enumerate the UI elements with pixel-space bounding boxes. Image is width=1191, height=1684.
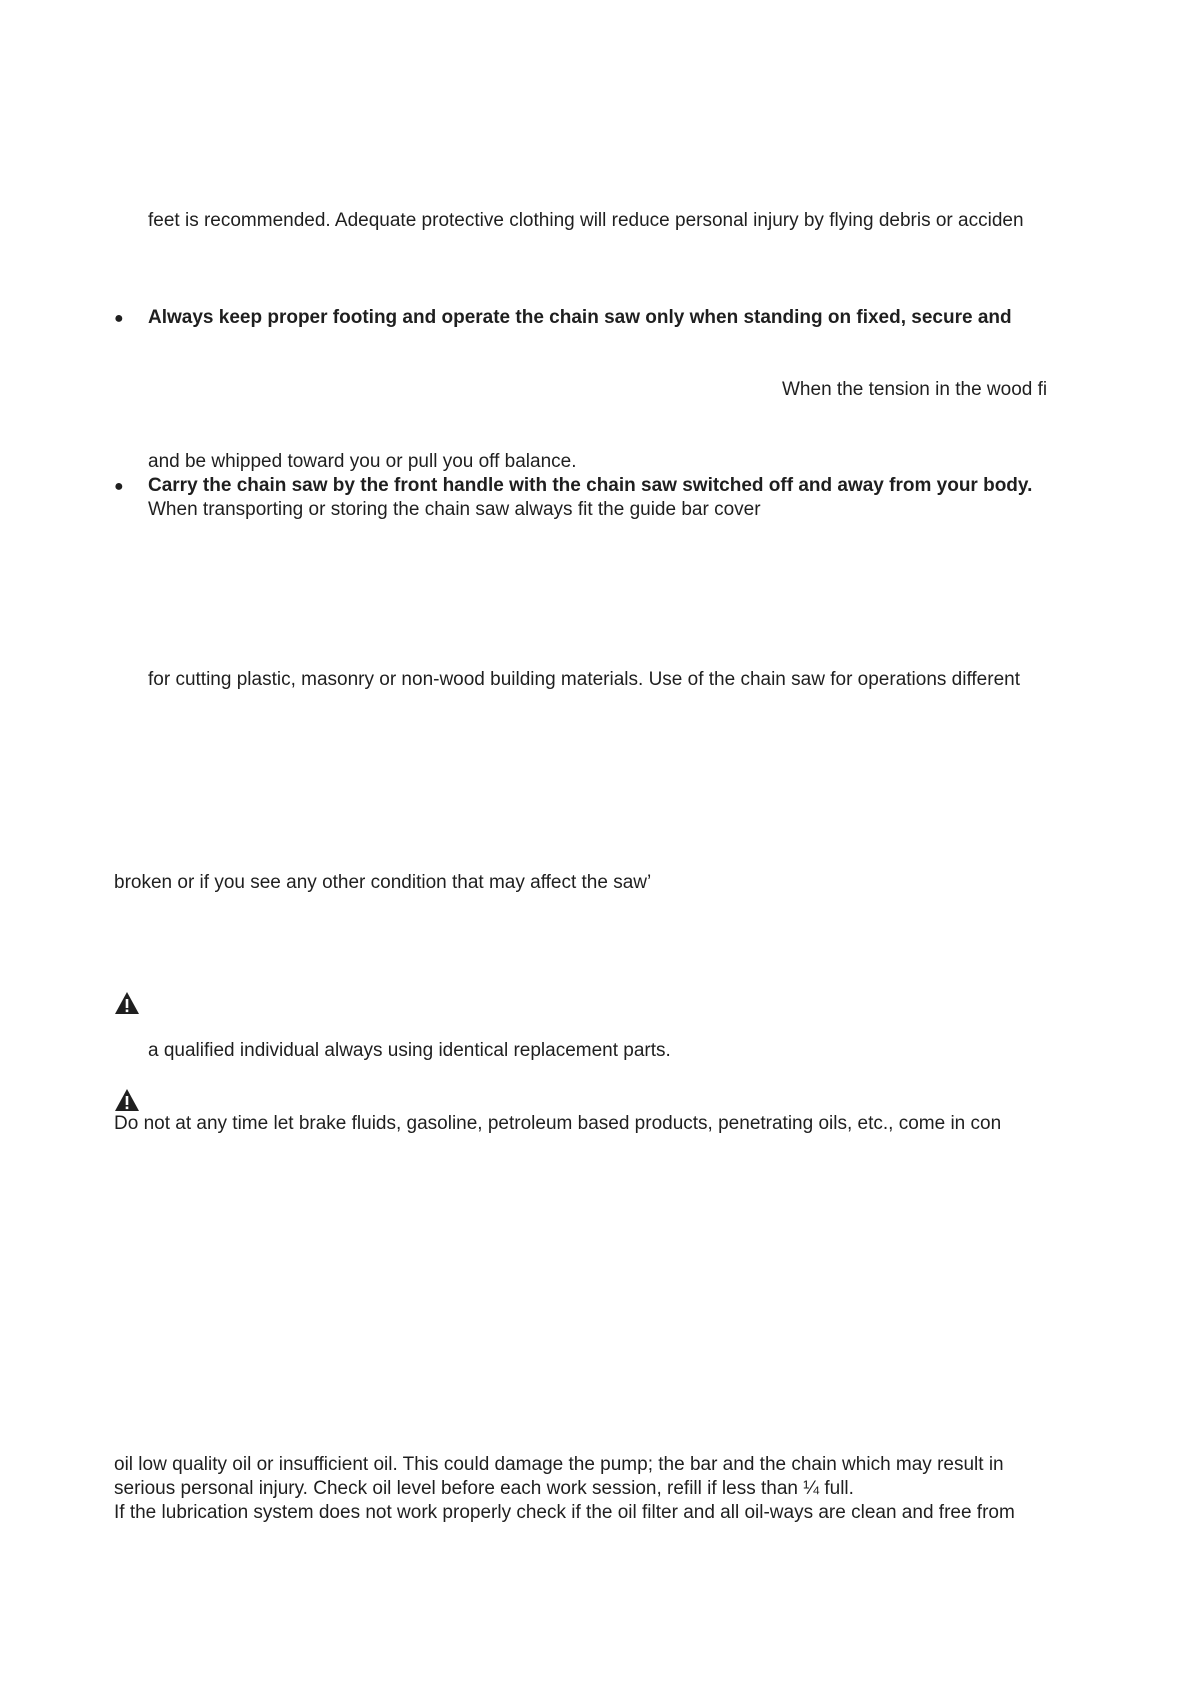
- text-line-low-quality-oil: oil low quality oil or insufficient oil. This could damage the pump; the bar and the chain which may result in: [114, 1454, 1004, 1475]
- text-line-non-wood-materials: for cutting plastic, masonry or non-wood building materials. Use of the chain saw for operations different: [148, 669, 1020, 690]
- bullet-heading-carry-chain-saw: Carry the chain saw by the front handle with the chain saw switched off and away from your body.: [148, 475, 1033, 496]
- warning-triangle-icon: [114, 1088, 140, 1112]
- warning-triangle-icon: [114, 991, 140, 1015]
- text-line-whipped-toward-you: and be whipped toward you or pull you off balance.: [148, 451, 577, 472]
- text-line-qualified-individual: a qualified individual always using identical replacement parts.: [148, 1040, 671, 1061]
- bullet-icon: ●: [114, 478, 124, 495]
- text-line-brake-fluids: Do not at any time let brake fluids, gasoline, petroleum based products, penetrating oils, etc., come in con: [114, 1113, 1002, 1134]
- text-line-protective-clothing: feet is recommended. Adequate protective clothing will reduce personal injury by flying debris or acciden: [148, 210, 1024, 231]
- text-line-broken-condition: broken or if you see any other condition that may affect the saw’: [114, 872, 652, 893]
- text-line-wood-tension: When the tension in the wood fi: [782, 379, 1048, 400]
- text-line-lubrication-system: If the lubrication system does not work properly check if the oil filter and all oil-ways are clean and free from: [114, 1502, 1015, 1523]
- bullet-icon: ●: [114, 310, 124, 327]
- text-line-guide-bar-cover: When transporting or storing the chain saw always fit the guide bar cover: [148, 499, 761, 520]
- text-line-check-oil-level: serious personal injury. Check oil level before each work session, refill if less than ¼ full.: [114, 1478, 854, 1499]
- bullet-heading-proper-footing: Always keep proper footing and operate the chain saw only when standing on fixed, secure and: [148, 307, 1012, 328]
